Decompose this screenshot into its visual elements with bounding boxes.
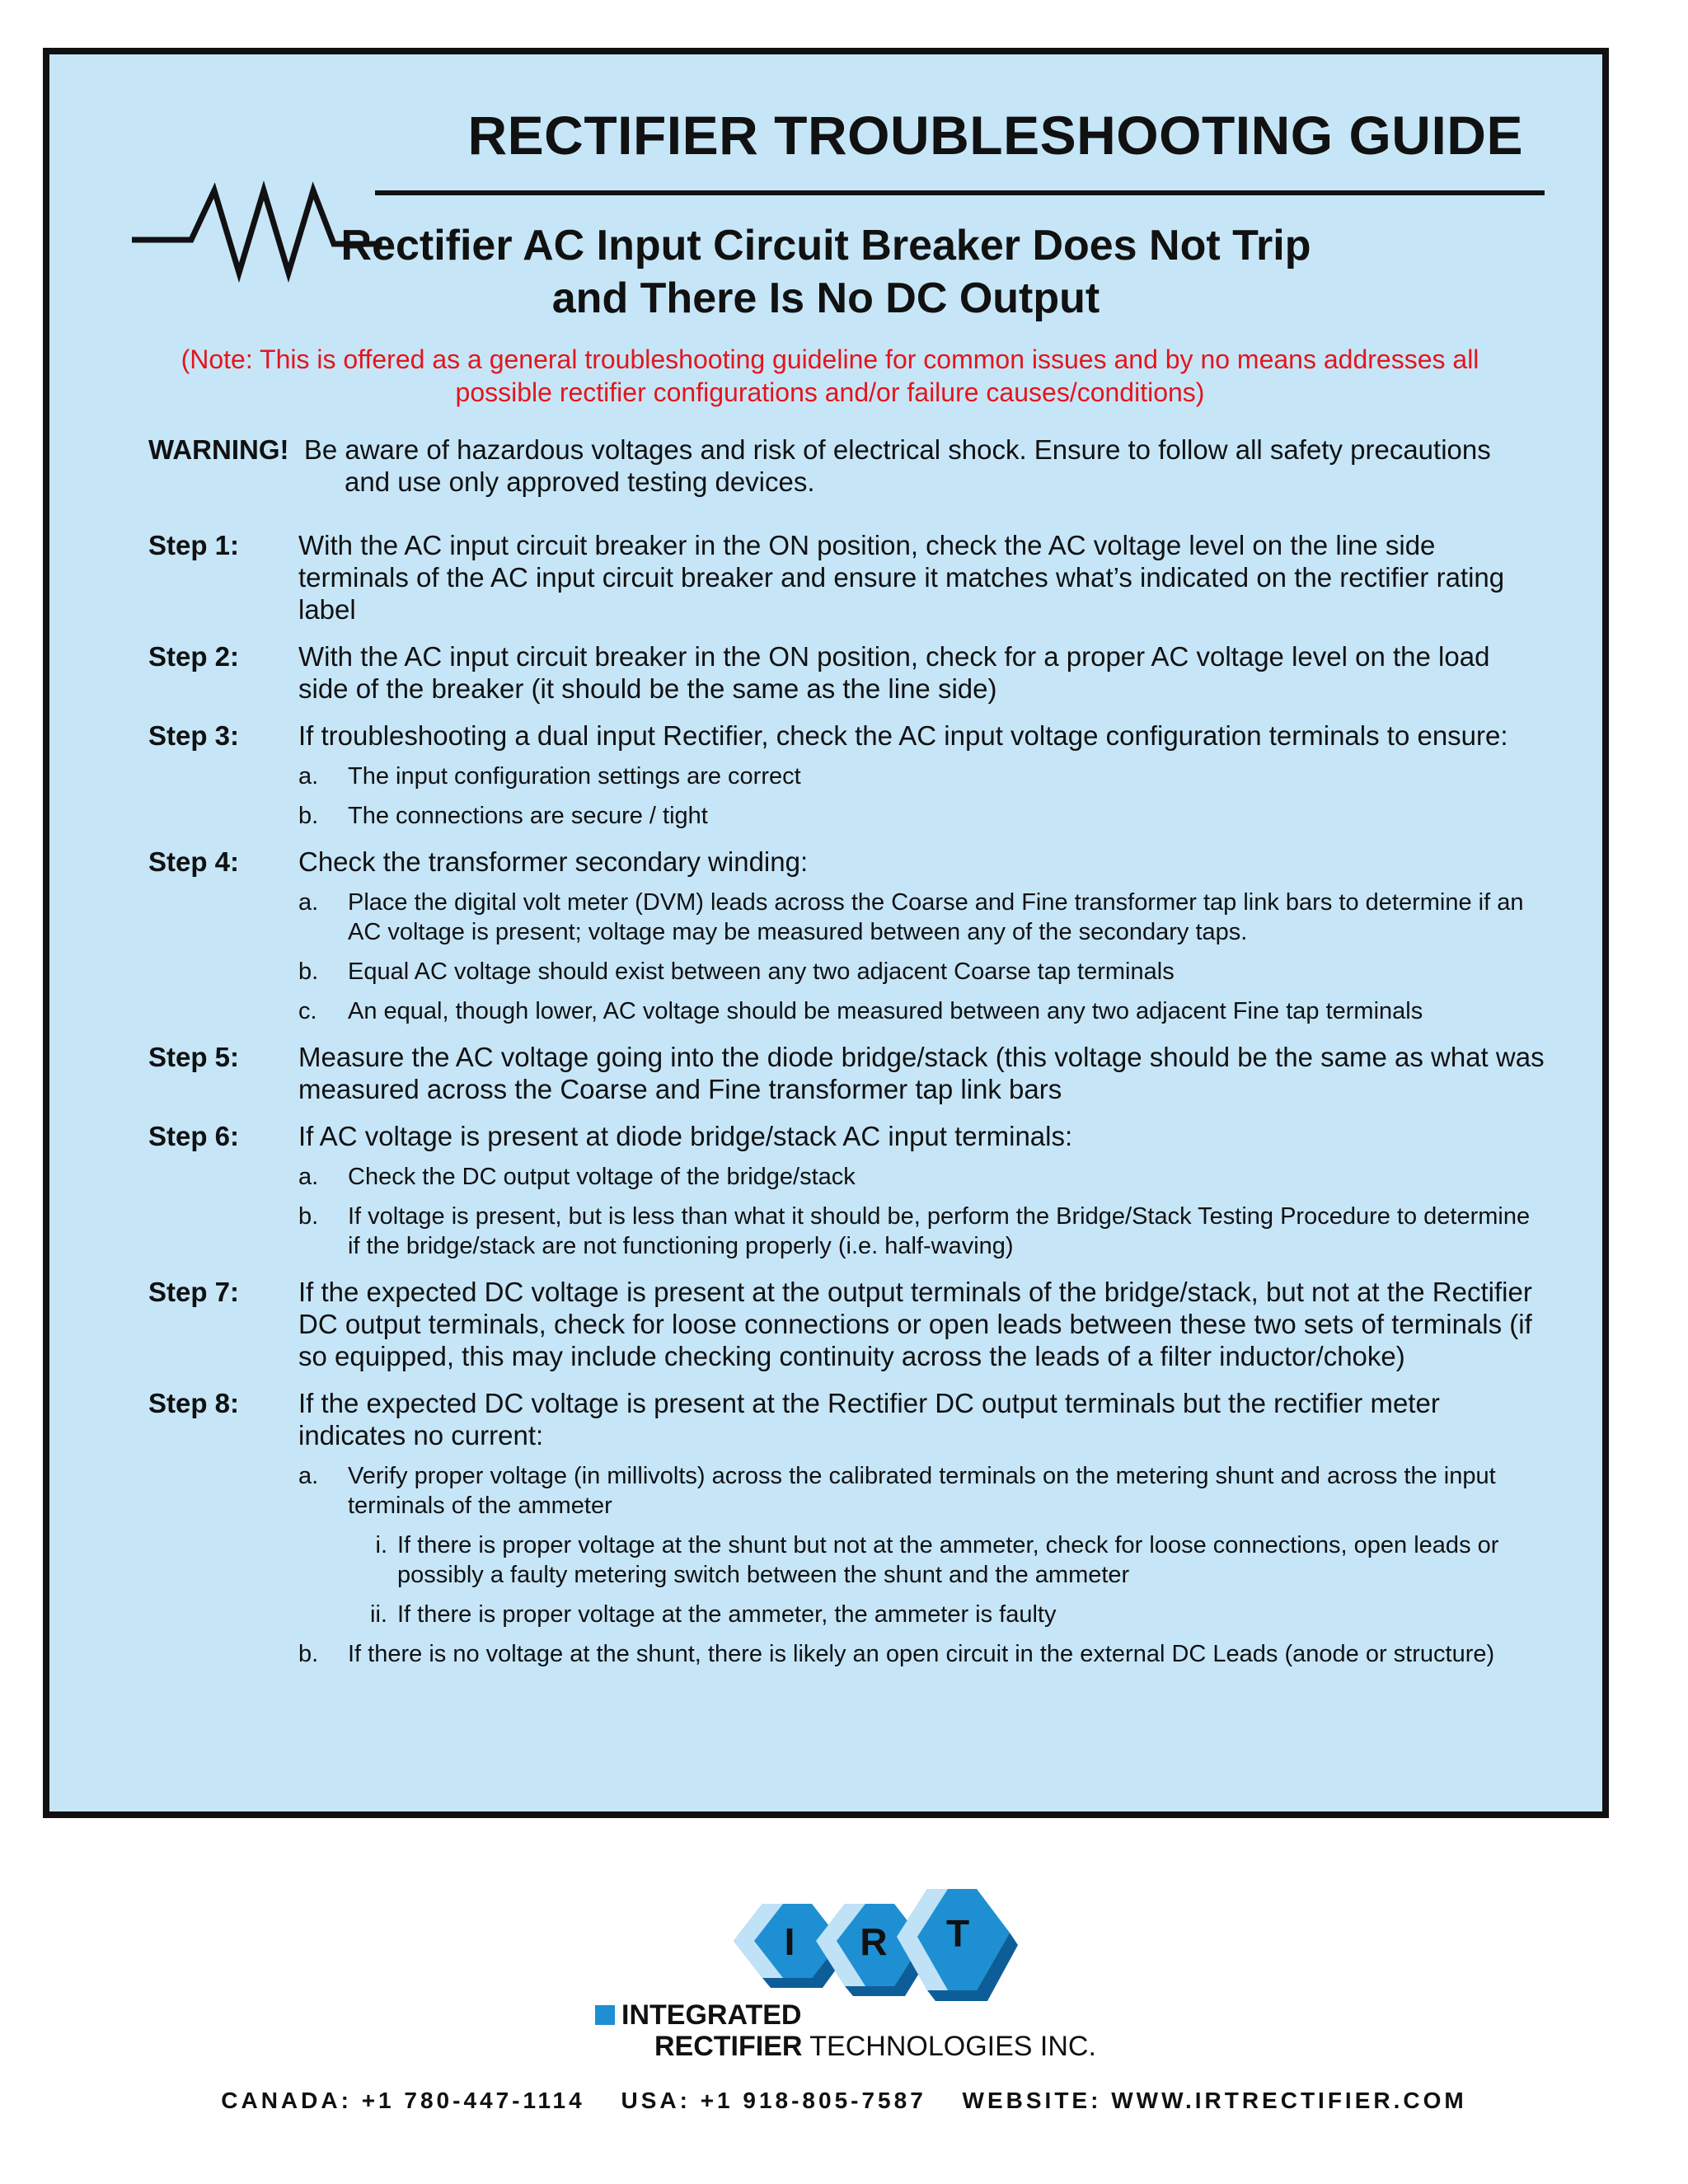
sub-letter: b. bbox=[298, 1203, 319, 1230]
step-label: Step 8: bbox=[148, 1388, 240, 1418]
sub-item bbox=[298, 801, 1545, 831]
sub-sub-item bbox=[370, 1600, 1545, 1629]
sub-sub-text: If there is proper voltage at the shunt but not at the ammeter, check for loose connections, open leads or possibly a faulty metering switch between the shunt and the ammeter bbox=[397, 1532, 1499, 1588]
sub-text: The input configuration settings are correct bbox=[348, 763, 801, 790]
sub-item bbox=[298, 1202, 1545, 1261]
logo-letter-i: I bbox=[784, 1920, 795, 1963]
sub-sub-numeral: i. bbox=[375, 1532, 387, 1558]
warning-label: WARNING! bbox=[148, 434, 289, 465]
step-label: Step 3: bbox=[148, 720, 240, 751]
subtitle-line-1: Rectifier AC Input Circuit Breaker Does Not Trip bbox=[340, 222, 1311, 269]
warning-text-1: Be aware of hazardous voltages and risk of electrical shock. Ensure to follow all safety precautions bbox=[303, 434, 1491, 465]
step-label: Step 4: bbox=[148, 846, 240, 877]
steps-list bbox=[148, 529, 1545, 1684]
footer-canada-phone: CANADA: +1 780-447-1114 bbox=[221, 2088, 585, 2113]
step-text: If the expected DC voltage is present at the Rectifier DC output terminals but the rectifier meter indicates no current: bbox=[298, 1388, 1440, 1451]
step-6 bbox=[148, 1120, 1545, 1261]
sub-sub-item bbox=[375, 1530, 1545, 1590]
guide-panel bbox=[43, 48, 1609, 1818]
sub-item bbox=[298, 1639, 1545, 1669]
sub-sub-numeral: ii. bbox=[370, 1601, 387, 1628]
sub-letter: b. bbox=[298, 958, 319, 985]
step-2 bbox=[148, 640, 1545, 705]
sub-letter: b. bbox=[298, 803, 319, 829]
step-text: If the expected DC voltage is present at the output terminals of the bridge/stack, but not at the Rectifier DC output terminals, check for loose connections or open leads between these two sets of terminals (if so equipped, this may include checking continuity across the leads of a filter inductor/choke) bbox=[298, 1277, 1532, 1371]
page-title: RECTIFIER TROUBLESHOOTING GUIDE bbox=[467, 105, 1523, 166]
sub-text: Verify proper voltage (in millivolts) across the calibrated terminals on the metering shunt and across the input terminals of the ammeter bbox=[348, 1463, 1496, 1519]
step-label: Step 7: bbox=[148, 1277, 240, 1307]
sub-text: The connections are secure / tight bbox=[348, 803, 708, 829]
sub-item bbox=[298, 1162, 1545, 1192]
step-text: Check the transformer secondary winding: bbox=[298, 846, 809, 877]
step-label: Step 1: bbox=[148, 530, 240, 560]
step-5 bbox=[148, 1041, 1545, 1105]
step-8 bbox=[148, 1387, 1545, 1669]
footer-website: WEBSITE: WWW.IRTRECTIFIER.COM bbox=[962, 2088, 1467, 2113]
title-divider bbox=[375, 190, 1545, 195]
logo-letter-r: R bbox=[860, 1920, 888, 1963]
sub-item bbox=[298, 957, 1545, 987]
sub-text: Place the digital volt meter (DVM) leads across the Coarse and Fine transformer tap link bars to determine if an AC voltage is present; voltage may be measured between any of the secondary taps. bbox=[348, 889, 1524, 945]
note-line-1: (Note: This is offered as a general troubleshooting guideline for common issues and by no means addresses all bbox=[181, 344, 1479, 374]
step-label: Step 2: bbox=[148, 641, 240, 672]
step-text: With the AC input circuit breaker in the ON position, check the AC voltage level on the line side terminals of the AC input circuit breaker and ensure it matches what’s indicated on the rectifier rating label bbox=[298, 530, 1505, 625]
sub-letter: b. bbox=[298, 1641, 319, 1667]
logo-name-bold: RECTIFIER bbox=[654, 2031, 803, 2062]
sub-item bbox=[298, 996, 1545, 1026]
note-line-2: possible rectifier configurations and/or failure causes/conditions) bbox=[455, 377, 1205, 407]
sub-letter: c. bbox=[298, 998, 317, 1024]
warning-block bbox=[148, 434, 1536, 498]
sub-text: Check the DC output voltage of the bridge/stack bbox=[348, 1164, 856, 1190]
sub-item bbox=[298, 888, 1545, 947]
sub-text: If voltage is present, but is less than what it should be, perform the Bridge/Stack Testing Procedure to determine if the bridge/stack are not functioning properly (i.e. half-waving) bbox=[348, 1203, 1531, 1259]
sub-text: An equal, though lower, AC voltage should be measured between any two adjacent Fine tap terminals bbox=[348, 998, 1423, 1024]
sub-item bbox=[298, 1461, 1545, 1521]
step-label: Step 5: bbox=[148, 1042, 240, 1072]
step-3 bbox=[148, 719, 1545, 831]
subtitle-line-2: and There Is No DC Output bbox=[551, 274, 1100, 322]
step-7 bbox=[148, 1276, 1545, 1372]
step-label: Step 6: bbox=[148, 1121, 240, 1151]
logo-name-rest: TECHNOLOGIES INC. bbox=[802, 2031, 1096, 2062]
sub-item bbox=[298, 762, 1545, 791]
step-text: If AC voltage is present at diode bridge/stack AC input terminals: bbox=[298, 1121, 1073, 1151]
sub-text: Equal AC voltage should exist between any two adjacent Coarse tap terminals bbox=[348, 958, 1175, 985]
step-4 bbox=[148, 846, 1545, 1026]
sub-letter: a. bbox=[298, 889, 319, 916]
disclaimer-note bbox=[107, 343, 1553, 409]
logo-square-icon bbox=[595, 2005, 615, 2025]
logo-name-line-1: INTEGRATED bbox=[621, 1999, 802, 2031]
step-1 bbox=[148, 529, 1545, 626]
sub-sub-text: If there is proper voltage at the ammeter, the ammeter is faulty bbox=[397, 1601, 1057, 1628]
sub-text: If there is no voltage at the shunt, there is likely an open circuit in the external DC Leads (anode or structure) bbox=[348, 1641, 1495, 1667]
logo-block-t bbox=[897, 1889, 1018, 2001]
page-subtitle bbox=[49, 219, 1602, 325]
contact-footer bbox=[0, 2088, 1688, 2114]
sub-letter: a. bbox=[298, 763, 319, 790]
irt-logo bbox=[577, 1879, 1104, 2077]
step-text: With the AC input circuit breaker in the ON position, check for a proper AC voltage level on the load side of the breaker (it should be the same as the line side) bbox=[298, 641, 1490, 704]
warning-text-2: and use only approved testing devices. bbox=[345, 466, 815, 497]
logo-name-line-2 bbox=[654, 2031, 1096, 2062]
logo-letter-t: T bbox=[945, 1912, 970, 1955]
sub-letter: a. bbox=[298, 1164, 319, 1190]
sub-letter: a. bbox=[298, 1463, 319, 1489]
step-text: If troubleshooting a dual input Rectifier, check the AC input voltage configuration terminals to ensure: bbox=[298, 720, 1508, 751]
footer-usa-phone: USA: +1 918-805-7587 bbox=[621, 2088, 926, 2113]
step-text: Measure the AC voltage going into the diode bridge/stack (this voltage should be the same as what was measured across the Coarse and Fine transformer tap link bars bbox=[298, 1042, 1545, 1104]
